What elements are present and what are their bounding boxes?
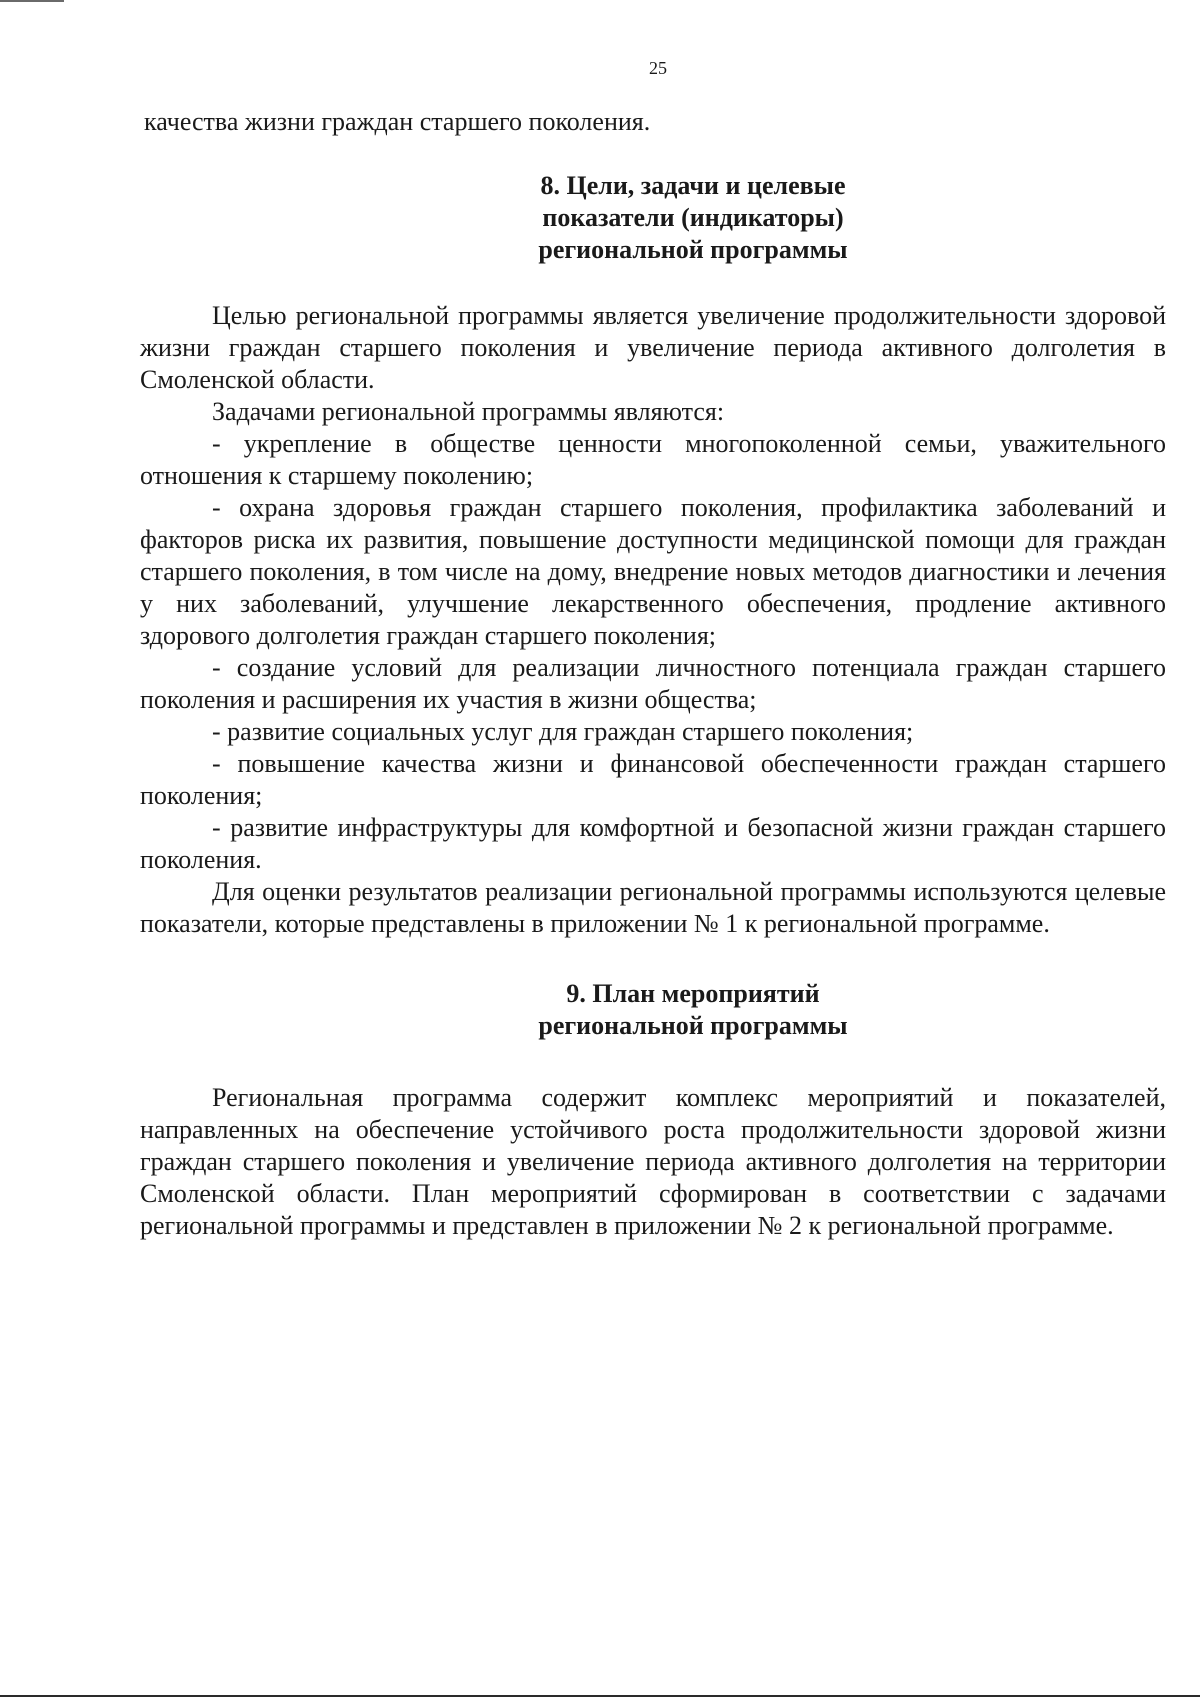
task-item: - охрана здоровья граждан старшего поколения, профилактика заболеваний и факторов риска их развития, повышение доступности медицинской помощи для граждан старшего поколения, в том числе на дому, внедрение новых методов диагностики и лечения у них заболеваний, улучшение лекарственного обеспечения, продление активного здорового долголетия граждан старшего поколения; xyxy=(140,493,1166,650)
paragraph-tasks-intro: Задачами региональной программы являются: xyxy=(212,397,725,426)
task-item: - повышение качества жизни и финансовой обеспеченности граждан старшего поколения; xyxy=(140,749,1166,810)
paragraph-indicators: Для оценки результатов реализации региональной программы используются целевые показатели, которые представлены в приложении № 1 к региональной программе. xyxy=(140,877,1166,938)
scan-bottom-edge xyxy=(0,1695,1200,1697)
paragraph-plan: Региональная программа содержит комплекс мероприятий и показателей, направленных на обеспечение устойчивого роста продолжительности здоровой жизни граждан старшего поколения и увеличение периода активного долголетия на территории Смоленской области. План мероприятий сформирован в соответствии с задачами региональной программы и представлен в приложении № 2 к региональной программе. xyxy=(140,1083,1166,1240)
section-9-heading-line: региональной программы xyxy=(538,1011,848,1040)
section-8-heading xyxy=(420,170,966,266)
paragraph-goal: Целью региональной программы является увеличение продолжительности здоровой жизни граждан старшего поколения и увеличение периода активного долголетия в Смоленской области. xyxy=(140,301,1166,394)
continuation-line: качества жизни граждан старшего поколения. xyxy=(144,107,651,136)
section-9-heading xyxy=(420,978,966,1042)
section-9-heading-line: 9. План мероприятий xyxy=(566,979,820,1008)
section-8-heading-line: 8. Цели, задачи и целевые xyxy=(540,171,846,200)
page-number: 25 xyxy=(649,58,667,78)
task-item: - развитие инфраструктуры для комфортной и безопасной жизни граждан старшего поколения. xyxy=(140,813,1166,874)
task-item: - укрепление в обществе ценности многопоколенной семьи, уважительного отношения к старшему поколению; xyxy=(140,429,1166,490)
section-8-heading-line: показатели (индикаторы) xyxy=(542,203,844,232)
section-8-heading-line: региональной программы xyxy=(538,235,848,264)
scan-corner-mark xyxy=(0,0,64,2)
task-item: - создание условий для реализации личностного потенциала граждан старшего поколения и расширения их участия в жизни общества; xyxy=(140,653,1166,714)
task-item: - развитие социальных услуг для граждан старшего поколения; xyxy=(212,717,914,746)
section-9-body xyxy=(140,1082,1166,1242)
section-8-body xyxy=(140,300,1166,940)
